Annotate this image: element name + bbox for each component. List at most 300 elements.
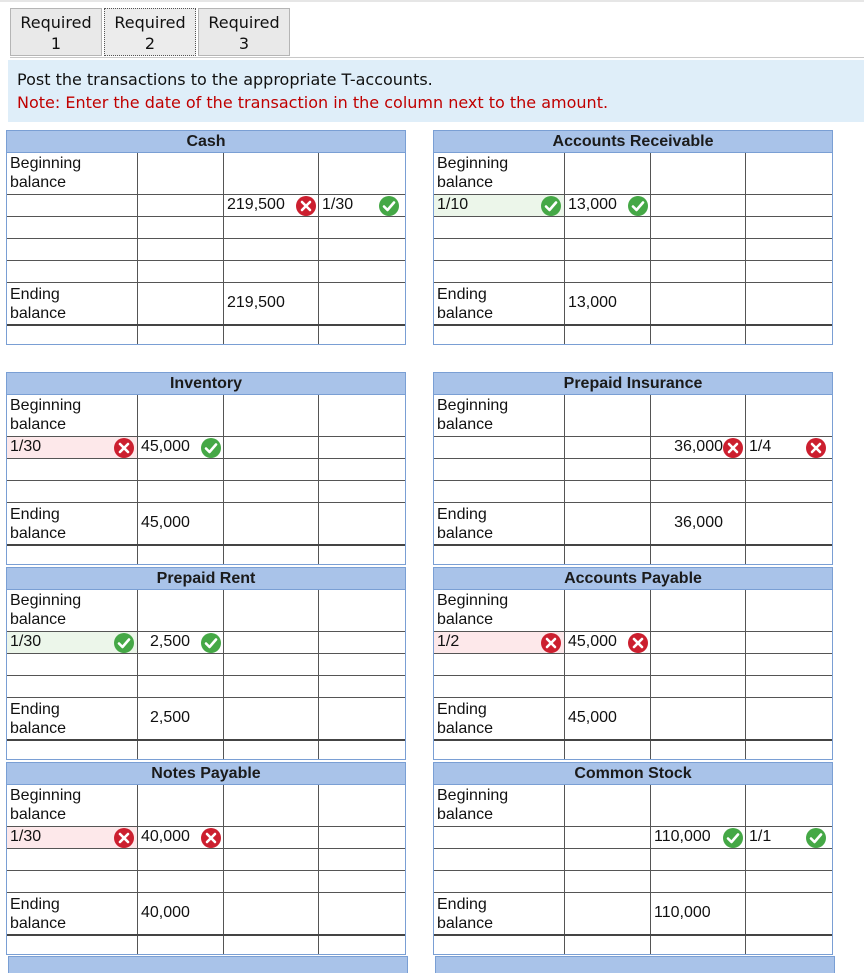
ending-balance-row (434, 893, 832, 936)
credit-date-input[interactable] (319, 654, 405, 675)
tab-label: Required (20, 13, 92, 32)
credit-amount-input[interactable] (651, 437, 746, 458)
entered-date: 1/30 (10, 828, 42, 845)
entry-row (7, 261, 405, 283)
debit-amount-input[interactable] (138, 437, 224, 458)
credit-date-input[interactable] (746, 437, 832, 458)
credit-date-input[interactable] (746, 395, 832, 436)
tab-required-3[interactable] (198, 8, 290, 56)
debit-amount-input[interactable] (138, 590, 224, 631)
debit-amount-input[interactable] (565, 827, 651, 848)
debit-date-input[interactable] (434, 632, 565, 653)
incorrect-x-icon (541, 633, 561, 653)
credit-date-input[interactable] (746, 239, 832, 260)
row-label: Beginning balance (437, 787, 509, 823)
credit-date-input[interactable] (746, 632, 832, 653)
debit-amount-input[interactable] (565, 459, 651, 480)
incorrect-x-icon (628, 633, 648, 653)
entry-row (7, 217, 405, 239)
beginning-balance-row (434, 153, 832, 195)
debit-amount-input[interactable] (565, 195, 651, 216)
debit-amount-input[interactable] (565, 153, 651, 194)
credit-amount-input[interactable] (224, 632, 319, 653)
credit-amount-input[interactable] (651, 827, 746, 848)
credit-date-input[interactable] (319, 261, 405, 282)
spacer-row (434, 741, 832, 759)
debit-amount-input[interactable] (565, 217, 651, 238)
entered-amount: 2,500 (150, 633, 191, 650)
credit-date-input[interactable] (319, 849, 405, 870)
debit-amount-input[interactable] (138, 849, 224, 870)
credit-date-input[interactable] (746, 785, 832, 826)
ending-balance-label (7, 503, 138, 544)
credit-amount-input[interactable] (651, 217, 746, 238)
t-account-inventory (6, 372, 406, 565)
credit-date-input[interactable] (319, 481, 405, 502)
credit-amount-input[interactable] (224, 676, 319, 697)
spacer-cell (651, 936, 746, 954)
credit-amount-input[interactable] (651, 871, 746, 892)
ending-debit-value (138, 283, 224, 324)
ending-balance-value: 40,000 (141, 904, 190, 921)
ending-spacer (319, 283, 405, 324)
spacer-row (7, 936, 405, 954)
debit-amount-input[interactable] (565, 654, 651, 675)
credit-amount-input[interactable] (224, 153, 319, 194)
entered-amount: 219,500 (227, 196, 285, 213)
entered-amount: 36,000 (674, 438, 723, 455)
ending-balance-label (434, 283, 565, 324)
credit-amount-input[interactable] (224, 827, 319, 848)
t-account-notes-payable (6, 762, 406, 955)
ending-debit-value (138, 503, 224, 544)
credit-amount-input[interactable] (224, 395, 319, 436)
debit-date-input[interactable] (7, 261, 138, 282)
debit-amount-input[interactable] (138, 827, 224, 848)
account-header-cutoff (8, 956, 408, 973)
credit-date-input[interactable] (746, 654, 832, 675)
spacer-cell (565, 546, 651, 564)
row-label: Beginning balance (10, 787, 82, 823)
beginning-balance-row (434, 785, 832, 827)
row-label: Beginning balance (10, 592, 82, 628)
credit-date-input[interactable] (746, 676, 832, 697)
credit-amount-input[interactable] (651, 459, 746, 480)
row-label: Ending balance (10, 701, 67, 737)
credit-amount-input[interactable] (224, 849, 319, 870)
debit-date-input[interactable] (7, 217, 138, 238)
credit-amount-input[interactable] (224, 459, 319, 480)
account-title: Prepaid Insurance (434, 373, 832, 395)
instruction-text: Post the transactions to the appropriate T-accounts. (17, 70, 433, 89)
entered-date: 1/2 (437, 633, 460, 650)
credit-amount-input[interactable] (651, 785, 746, 826)
spacer-cell (651, 546, 746, 564)
beginning-balance-label (7, 395, 138, 436)
incorrect-x-icon (201, 828, 221, 848)
spacer-cell (319, 936, 405, 954)
credit-date-input[interactable] (319, 153, 405, 194)
entry-row (7, 239, 405, 261)
beginning-balance-row (7, 395, 405, 437)
credit-amount-input[interactable] (224, 871, 319, 892)
row-label: Ending balance (10, 506, 67, 542)
debit-amount-input[interactable] (138, 261, 224, 282)
t-account-accounts-payable (433, 567, 833, 760)
spacer-cell (319, 741, 405, 759)
ending-spacer (319, 893, 405, 934)
debit-date-input[interactable] (7, 195, 138, 216)
tab-required-1[interactable] (10, 8, 102, 56)
ending-credit-value (651, 283, 746, 324)
account-header-cutoff (435, 956, 835, 973)
instruction-panel (8, 60, 864, 122)
incorrect-x-icon (114, 438, 134, 458)
credit-amount-input[interactable] (651, 676, 746, 697)
account-title: Prepaid Rent (7, 568, 405, 590)
debit-date-input[interactable] (7, 676, 138, 697)
debit-amount-input[interactable] (138, 785, 224, 826)
debit-date-input[interactable] (7, 849, 138, 870)
spacer-row (434, 546, 832, 564)
entry-row (7, 195, 405, 217)
ending-credit-value (224, 893, 319, 934)
credit-date-input[interactable] (319, 827, 405, 848)
credit-date-input[interactable] (319, 785, 405, 826)
tab-label: Required (114, 13, 186, 32)
debit-amount-input[interactable] (565, 871, 651, 892)
credit-amount-input[interactable] (651, 481, 746, 502)
debit-amount-input[interactable] (565, 239, 651, 260)
spacer-cell (319, 546, 405, 564)
credit-amount-input[interactable] (651, 849, 746, 870)
entered-date: 1/1 (749, 828, 772, 845)
entry-row (7, 437, 405, 459)
spacer-row (7, 326, 405, 344)
spacer-cell (434, 326, 565, 344)
credit-date-input[interactable] (319, 871, 405, 892)
ending-balance-value: 110,000 (654, 904, 711, 921)
debit-amount-input[interactable] (565, 481, 651, 502)
spacer-cell (224, 741, 319, 759)
entered-amount: 45,000 (568, 633, 617, 650)
correct-check-icon (201, 633, 221, 653)
correct-check-icon (379, 196, 399, 216)
debit-date-input[interactable] (7, 871, 138, 892)
debit-amount-input[interactable] (565, 590, 651, 631)
spacer-cell (224, 936, 319, 954)
correct-check-icon (628, 196, 648, 216)
debit-date-input[interactable] (434, 459, 565, 480)
tab-underline (10, 57, 864, 58)
ending-balance-label (7, 893, 138, 934)
correct-check-icon (201, 438, 221, 458)
correct-check-icon (114, 633, 134, 653)
credit-date-input[interactable] (746, 195, 832, 216)
credit-amount-input[interactable] (651, 590, 746, 631)
beginning-balance-row (7, 153, 405, 195)
tab-label: Required (208, 13, 280, 32)
entry-row (7, 654, 405, 676)
debit-amount-input[interactable] (138, 153, 224, 194)
entry-row (434, 481, 832, 503)
debit-date-input[interactable] (7, 459, 138, 480)
entered-amount: 110,000 (654, 828, 711, 845)
entry-row (7, 849, 405, 871)
account-title: Cash (7, 131, 405, 153)
spacer-row (434, 936, 832, 954)
entered-date: 1/10 (437, 196, 469, 213)
debit-date-input[interactable] (434, 849, 565, 870)
credit-amount-input[interactable] (224, 590, 319, 631)
entry-row (434, 239, 832, 261)
credit-amount-input[interactable] (224, 195, 319, 216)
entry-row (7, 632, 405, 654)
row-label: Ending balance (437, 896, 494, 932)
credit-date-input[interactable] (746, 849, 832, 870)
debit-amount-input[interactable] (138, 632, 224, 653)
account-title: Accounts Receivable (434, 131, 832, 153)
spacer-row (434, 326, 832, 344)
debit-date-input[interactable] (7, 481, 138, 502)
spacer-cell (138, 741, 224, 759)
entry-row (434, 676, 832, 698)
credit-amount-input[interactable] (224, 654, 319, 675)
beginning-balance-row (7, 785, 405, 827)
debit-date-input[interactable] (434, 827, 565, 848)
debit-amount-input[interactable] (138, 239, 224, 260)
entered-date: 1/30 (322, 196, 354, 213)
entered-amount: 13,000 (568, 196, 617, 213)
credit-amount-input[interactable] (651, 395, 746, 436)
instruction-note: Note: Enter the date of the transaction in the column next to the amount. (17, 93, 609, 112)
ending-balance-row (434, 503, 832, 546)
row-label: Ending balance (437, 701, 494, 737)
ending-balance-value: 45,000 (568, 709, 617, 726)
debit-date-input[interactable] (7, 827, 138, 848)
credit-date-input[interactable] (319, 239, 405, 260)
debit-amount-input[interactable] (138, 871, 224, 892)
debit-date-input[interactable] (434, 195, 565, 216)
ending-credit-value (651, 893, 746, 934)
ending-credit-value (224, 503, 319, 544)
entry-row (434, 654, 832, 676)
tab-number: 3 (238, 34, 250, 53)
row-label: Beginning balance (437, 397, 509, 433)
debit-amount-input[interactable] (138, 459, 224, 480)
ending-spacer (746, 698, 832, 739)
row-label: Ending balance (437, 506, 494, 542)
ending-credit-value (651, 503, 746, 544)
credit-amount-input[interactable] (651, 239, 746, 260)
beginning-balance-label (434, 395, 565, 436)
ending-balance-row (7, 698, 405, 741)
debit-amount-input[interactable] (138, 395, 224, 436)
ending-balance-label (7, 283, 138, 324)
tab-number: 2 (144, 34, 156, 53)
entry-row (434, 195, 832, 217)
spacer-cell (434, 936, 565, 954)
credit-amount-input[interactable] (651, 153, 746, 194)
spacer-row (7, 546, 405, 564)
ending-debit-value (565, 283, 651, 324)
spacer-cell (565, 741, 651, 759)
debit-date-input[interactable] (434, 654, 565, 675)
credit-date-input[interactable] (319, 217, 405, 238)
credit-date-input[interactable] (746, 217, 832, 238)
beginning-balance-label (434, 785, 565, 826)
t-account-prepaid-insurance (433, 372, 833, 565)
debit-amount-input[interactable] (565, 676, 651, 697)
spacer-cell (138, 326, 224, 344)
credit-date-input[interactable] (746, 481, 832, 502)
next-accounts-row-cutoff (8, 956, 864, 972)
entry-row (7, 459, 405, 481)
t-account-common-stock (433, 762, 833, 955)
debit-date-input[interactable] (7, 654, 138, 675)
ending-debit-value (565, 698, 651, 739)
credit-date-input[interactable] (746, 153, 832, 194)
credit-date-input[interactable] (319, 590, 405, 631)
credit-date-input[interactable] (319, 676, 405, 697)
debit-date-input[interactable] (434, 871, 565, 892)
credit-amount-input[interactable] (224, 217, 319, 238)
ending-debit-value (565, 893, 651, 934)
credit-date-input[interactable] (319, 632, 405, 653)
debit-date-input[interactable] (7, 632, 138, 653)
entry-row (434, 827, 832, 849)
beginning-balance-label (7, 590, 138, 631)
credit-date-input[interactable] (746, 590, 832, 631)
credit-date-input[interactable] (746, 871, 832, 892)
ending-spacer (319, 698, 405, 739)
debit-amount-input[interactable] (565, 849, 651, 870)
row-label: Beginning balance (437, 155, 509, 191)
beginning-balance-row (434, 590, 832, 632)
debit-amount-input[interactable] (138, 481, 224, 502)
beginning-balance-label (7, 153, 138, 194)
credit-date-input[interactable] (319, 437, 405, 458)
spacer-cell (746, 936, 832, 954)
credit-amount-input[interactable] (651, 261, 746, 282)
spacer-cell (224, 546, 319, 564)
t-account-cash (6, 130, 406, 345)
debit-date-input[interactable] (434, 676, 565, 697)
credit-date-input[interactable] (319, 395, 405, 436)
entered-date: 1/4 (749, 438, 772, 455)
entry-row (434, 261, 832, 283)
credit-amount-input[interactable] (224, 481, 319, 502)
spacer-row (7, 741, 405, 759)
incorrect-x-icon (723, 438, 743, 458)
credit-amount-input[interactable] (224, 437, 319, 458)
credit-date-input[interactable] (319, 195, 405, 216)
debit-date-input[interactable] (434, 239, 565, 260)
spacer-cell (434, 741, 565, 759)
debit-amount-input[interactable] (138, 654, 224, 675)
credit-amount-input[interactable] (651, 632, 746, 653)
credit-amount-input[interactable] (224, 239, 319, 260)
spacer-cell (746, 326, 832, 344)
ending-credit-value (224, 698, 319, 739)
debit-amount-input[interactable] (565, 395, 651, 436)
debit-amount-input[interactable] (565, 261, 651, 282)
beginning-balance-label (434, 153, 565, 194)
account-title: Common Stock (434, 763, 832, 785)
debit-amount-input[interactable] (138, 676, 224, 697)
ending-balance-value: 13,000 (568, 294, 617, 311)
spacer-cell (224, 326, 319, 344)
ending-balance-value: 2,500 (150, 709, 191, 726)
credit-date-input[interactable] (746, 261, 832, 282)
correct-check-icon (806, 828, 826, 848)
ending-balance-label (434, 893, 565, 934)
incorrect-x-icon (114, 828, 134, 848)
spacer-cell (7, 936, 138, 954)
debit-date-input[interactable] (434, 217, 565, 238)
debit-amount-input[interactable] (565, 785, 651, 826)
ending-balance-value: 219,500 (227, 294, 285, 311)
ending-balance-row (7, 503, 405, 546)
debit-amount-input[interactable] (138, 217, 224, 238)
row-label: Ending balance (437, 286, 494, 322)
entry-row (7, 676, 405, 698)
debit-date-input[interactable] (7, 239, 138, 260)
credit-date-input[interactable] (746, 459, 832, 480)
beginning-balance-row (434, 395, 832, 437)
debit-date-input[interactable] (434, 437, 565, 458)
credit-amount-input[interactable] (651, 654, 746, 675)
correct-check-icon (541, 196, 561, 216)
credit-amount-input[interactable] (224, 261, 319, 282)
debit-amount-input[interactable] (138, 195, 224, 216)
spacer-cell (7, 741, 138, 759)
spacer-cell (319, 326, 405, 344)
debit-amount-input[interactable] (565, 632, 651, 653)
ending-balance-label (434, 503, 565, 544)
spacer-cell (7, 546, 138, 564)
entry-row (7, 871, 405, 893)
row-label: Beginning balance (437, 592, 509, 628)
ending-credit-value (224, 283, 319, 324)
ending-spacer (746, 893, 832, 934)
row-label: Ending balance (10, 896, 67, 932)
tab-required-2[interactable] (104, 8, 196, 56)
ending-balance-row (434, 283, 832, 326)
account-title: Inventory (7, 373, 405, 395)
account-title: Notes Payable (7, 763, 405, 785)
spacer-cell (565, 326, 651, 344)
credit-date-input[interactable] (746, 827, 832, 848)
debit-date-input[interactable] (434, 481, 565, 502)
t-account-accounts-receivable (433, 130, 833, 345)
debit-date-input[interactable] (7, 437, 138, 458)
top-divider (0, 0, 864, 2)
credit-amount-input[interactable] (224, 785, 319, 826)
account-title: Accounts Payable (434, 568, 832, 590)
debit-date-input[interactable] (434, 261, 565, 282)
ending-debit-value (138, 893, 224, 934)
credit-date-input[interactable] (319, 459, 405, 480)
spacer-cell (746, 546, 832, 564)
credit-amount-input[interactable] (651, 195, 746, 216)
ending-credit-value (651, 698, 746, 739)
beginning-balance-label (7, 785, 138, 826)
beginning-balance-label (434, 590, 565, 631)
debit-amount-input[interactable] (565, 437, 651, 458)
correct-check-icon (723, 828, 743, 848)
tab-number: 1 (50, 34, 62, 53)
